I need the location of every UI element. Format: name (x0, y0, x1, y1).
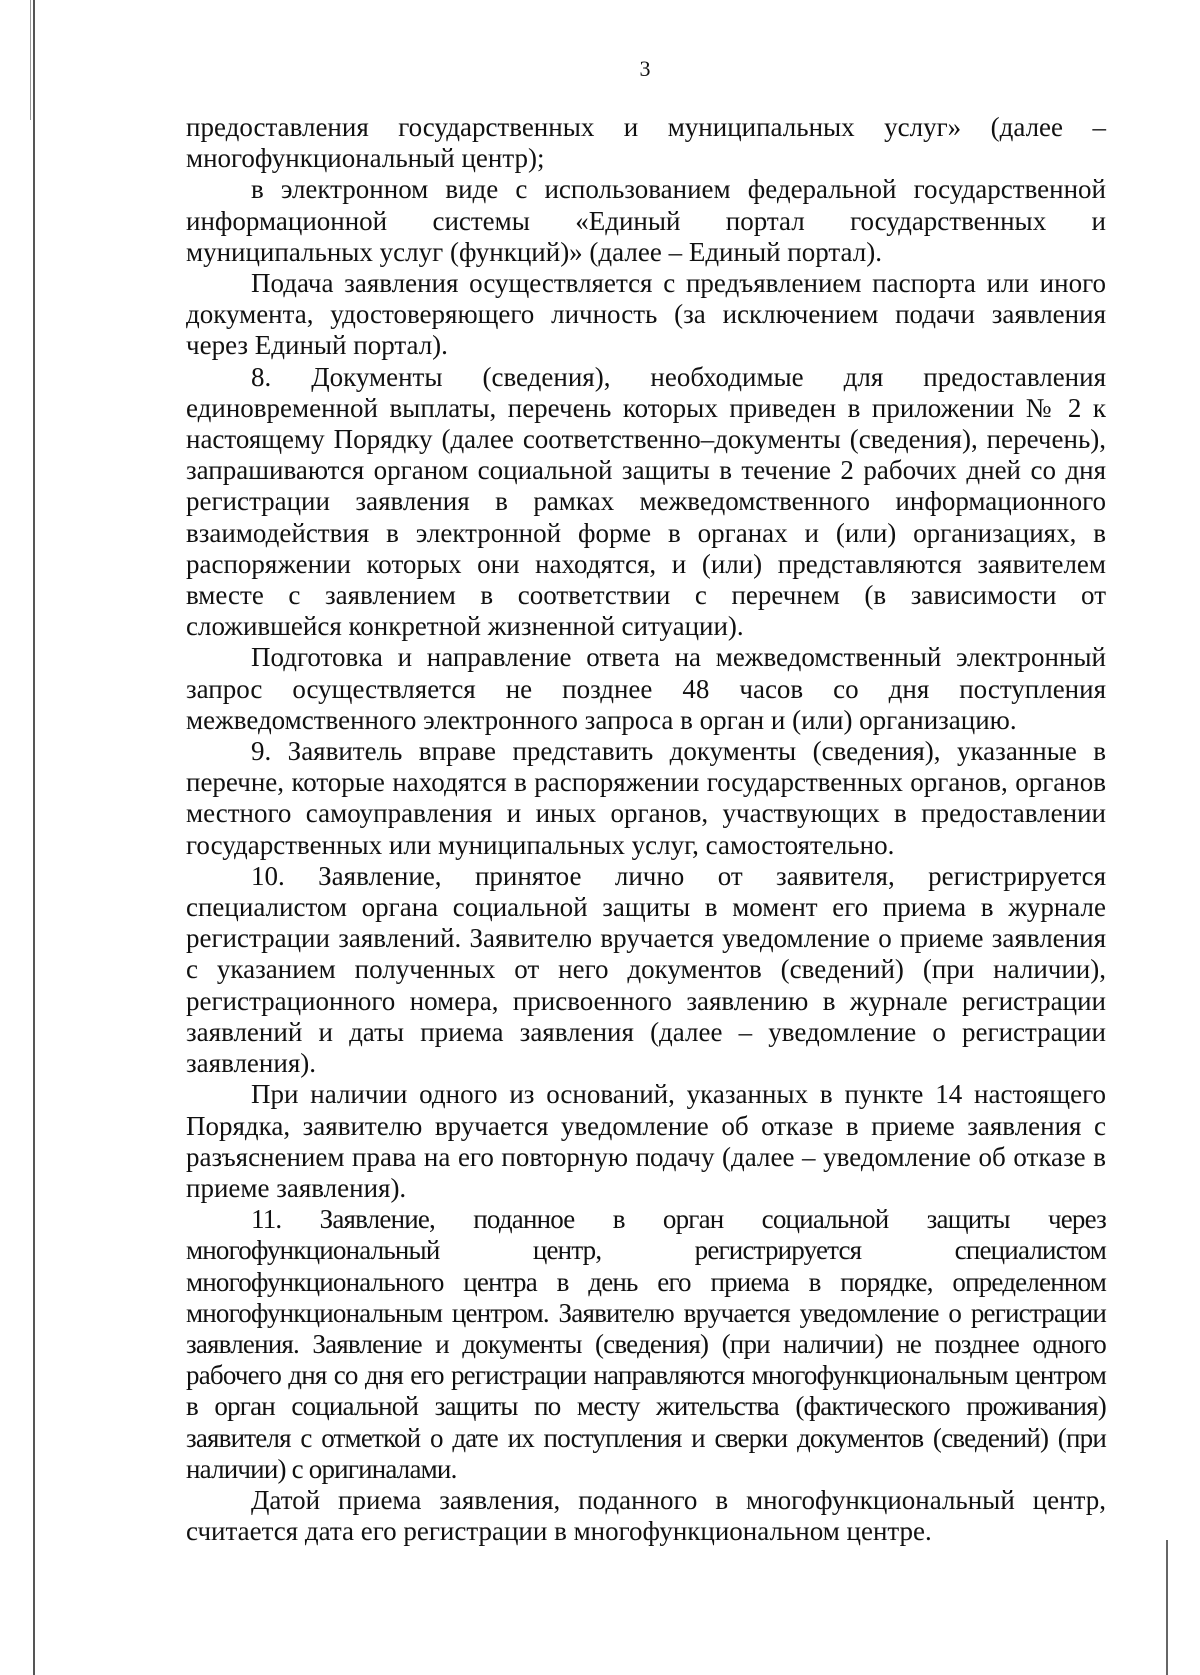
scan-edge-left (33, 0, 35, 1675)
paragraph-item-9: 9. Заявитель вправе представить документы (сведения), указанные в перечне, которые находятся в распоряжении государственных органов, органов местного самоуправления и иных органов, участвующих в предоставлении государственных или муниципальных услуг, самостоятельно. (186, 736, 1106, 860)
page-number: 3 (639, 56, 651, 81)
paragraph-continuation: предоставления государственных и муниципальных услуг» (далее – многофункциональный центр); (186, 112, 1106, 174)
paragraph-receipt-date: Датой приема заявления, поданного в многофункциональный центр, считается дата его регистрации в многофункциональном центре. (186, 1484, 1106, 1547)
document-body (186, 112, 1106, 1547)
paragraph-passport-requirement: Подача заявления осуществляется с предъявлением паспорта или иного документа, удостоверяющего личность (за исключением подачи заявления через Единый портал). (186, 268, 1106, 361)
paragraph-refusal-grounds: При наличии одного из оснований, указанных в пункте 14 настоящего Порядка, заявителю вручается уведомление об отказе в приеме заявления с разъяснением права на его повторную подачу (далее – уведомление об отказе в приеме заявления). (186, 1079, 1106, 1203)
paragraph-item-11: 11. Заявление, поданное в орган социальной защиты через многофункциональный центр, регистрируется специалистом многофункционального центра в день его приема в порядке, определенном многофункциональным центром. Заявителю вручается уведомление о регистрации заявления. Заявление и документы (сведения) (при наличии) не позднее одного рабочего дня со дня его регистрации направляются многофункциональным центром в орган социальной защиты по месту жительства (фактического проживания) заявителя с отметкой о дате их поступления и сверки документов (сведений) (при наличии) с оригиналами. (186, 1204, 1106, 1484)
paragraph-item-10: 10. Заявление, принятое лично от заявителя, регистрируется специалистом органа социальной защиты в момент его приема в журнале регистрации заявлений. Заявителю вручается уведомление о приеме заявления с указанием полученных от него документов (сведений) (при наличии), регистрационного номера, присвоенного заявлению в журнале регистрации заявлений и даты приема заявления (далее – уведомление о регистрации заявления). (186, 860, 1106, 1079)
scan-edge-right (1166, 1540, 1168, 1675)
paragraph-electronic-submission: в электронном виде с использованием федеральной государственной информационной системы «Единый портал государственных и муниципальных услуг (функций)» (далее – Единый портал). (186, 174, 1106, 267)
paragraph-interagency-response: Подготовка и направление ответа на межведомственный электронный запрос осуществляется не позднее 48 часов со дня поступления межведомственного электронного запроса в орган и (или) организацию. (186, 642, 1106, 735)
paragraph-item-8: 8. Документы (сведения), необходимые для предоставления единовременной выплаты, перечень которых приведен в приложении № 2 к настоящему Порядку (далее соответственно–документы (сведения), перечень), запрашиваются органом социальной защиты в течение 2 рабочих дней со дня регистрации заявления в рамках межведомственного информационного взаимодействия в электронной форме в органах и (или) организациях, в распоряжении которых они находятся, и (или) представляются заявителем вместе с заявлением в соответствии с перечнем (в зависимости от сложившейся конкретной жизненной ситуации). (186, 361, 1106, 642)
